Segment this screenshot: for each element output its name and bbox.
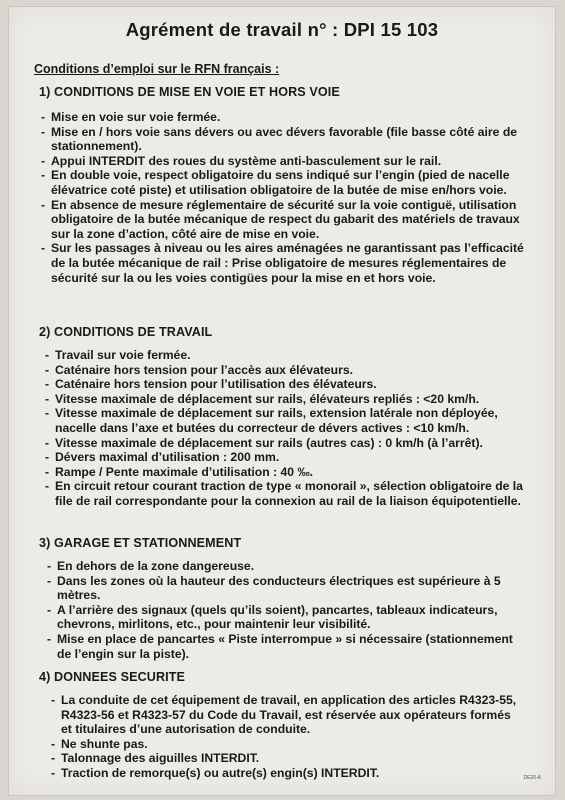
document-title: Agrément de travail n° : DPI 15 103 [125,19,439,40]
section-heading: 4) DONNEES SECURITE [39,670,186,684]
section-donnees-securite [9,670,555,781]
list-item: - Talonnage des aiguilles INTERDIT. [51,751,521,766]
document-subtitle: Conditions d’emploi sur le RFN français : [34,62,280,76]
list-item: - Mise en / hors voie sans dévers ou avec dévers favorable (file basse côté aire de stationnement). [41,125,537,154]
list-item: - A l’arrière des signaux (quels qu’ils soient), pancartes, tableaux indicateurs, chevrons, mirlitons, etc., pour maintenir leur visibilité. [47,603,517,632]
section-heading: 2) CONDITIONS DE TRAVAIL [39,325,213,339]
section-mise-en-voie [9,85,555,285]
list-item: - En dehors de la zone dangereuse. [47,559,517,574]
list-item: - La conduite de cet équipement de travail, en application des articles R4323-55, R4323-56 et R4323-57 du Code du Travail, est réservée aux opérateurs formés et titulaires d’une autorisation de conduite. [51,693,521,737]
document-code: DE20-A [523,775,541,781]
section-heading: 3) GARAGE ET STATIONNEMENT [39,536,242,550]
list-item: - Caténaire hors tension pour l’accès aux élévateurs. [45,363,533,378]
list-item: - Mise en place de pancartes « Piste interrompue » si nécessaire (stationnement de l’engin sur la piste). [47,632,517,661]
list-item: - Vitesse maximale de déplacement sur rails, extension latérale non déployée, nacelle dans l’axe et butées du correcteur de dévers actives : <10 km/h. [45,406,533,435]
list-item: - Traction de remorque(s) ou autre(s) engin(s) INTERDIT. [51,766,521,781]
list-item: - Mise en voie sur voie fermée. [41,110,537,125]
list-item: - En circuit retour courant traction de type « monorail », sélection obligatoire de la file de rail correspondante pour la connexion au rail de la liaison équipotentielle. [45,479,533,508]
list-item: - Ne shunte pas. [51,737,521,752]
list-item: - Sur les passages à niveau ou les aires aménagées ne garantissant pas l’efficacité de la butée mécanique de rail : Prise obligatoire de mesures réglementaires de sécurité sur la ou les voies contigües pour la mise en et hors voie. [41,241,537,285]
section-heading: 1) CONDITIONS DE MISE EN VOIE ET HORS VOIE [39,85,340,99]
list-item: - Travail sur voie fermée. [45,348,533,363]
list-item: - Dans les zones où la hauteur des conducteurs électriques est supérieure à 5 mètres. [47,574,517,603]
section-conditions-travail [9,325,555,509]
section-item-list [47,559,517,661]
list-item: - Vitesse maximale de déplacement sur rails (autres cas) : 0 km/h (à l’arrêt). [45,436,533,451]
list-item: - Dévers maximal d’utilisation : 200 mm. [45,450,533,465]
list-item: - En absence de mesure réglementaire de sécurité sur la voie contiguë, utilisation obligatoire de la butée mécanique de respect du gabarit des matériels de travaux sur la zone d’action, côté aire de mise en voie. [41,198,537,242]
list-item: - Vitesse maximale de déplacement sur rails, élévateurs repliés : <20 km/h. [45,392,533,407]
list-item: - Appui INTERDIT des roues du système anti-basculement sur le rail. [41,154,537,169]
section-garage-stationnement [9,536,555,661]
list-item: - En double voie, respect obligatoire du sens indiqué sur l’engin (pied de nacelle élévatrice coté piste) et utilisation obligatoire de la butée de mise en/hors voie. [41,168,537,197]
section-item-list [41,110,537,285]
list-item: - Caténaire hors tension pour l’utilisation des élévateurs. [45,377,533,392]
list-item: - Rampe / Pente maximale d’utilisation : 40 ‰. [45,465,533,480]
section-item-list [51,693,521,781]
document-sheet [8,6,556,796]
section-item-list [45,348,533,509]
